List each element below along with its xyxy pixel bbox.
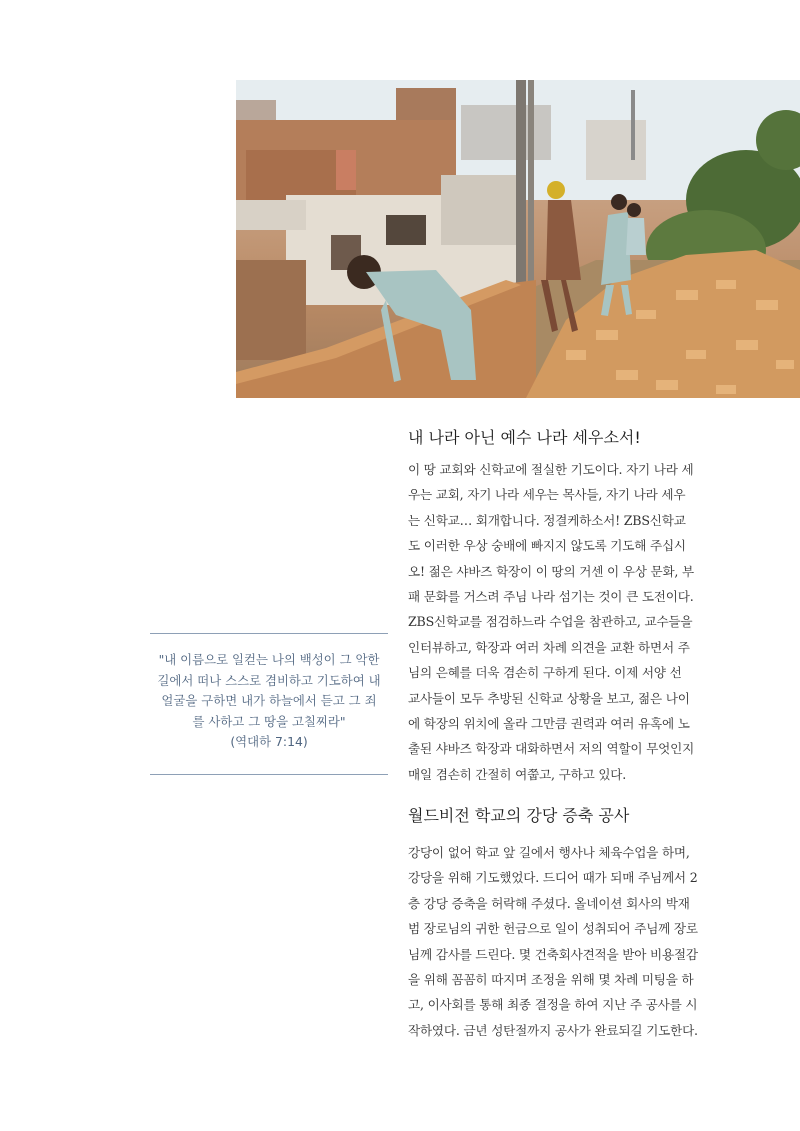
text-line: 매일 겸손히 간절히 여쭙고, 구하고 있다. (408, 766, 627, 782)
text-line: 강당을 위해 기도했었다. 드디어 때가 되매 주님께서 2 (408, 870, 698, 886)
text-line: 범 장로님의 귀한 헌금으로 일이 성취되어 주님께 장로 (408, 921, 698, 937)
section-body-auditorium (408, 840, 740, 1043)
text-line: 강당이 없어 학교 앞 길에서 행사나 체육수업을 하며, (408, 845, 690, 860)
quote-line: "내 이름으로 일컫는 나의 백성이 그 악한 (158, 652, 380, 667)
text-line: 인터뷰하고, 학장과 여러 차례 의견을 교환 하면서 주 (408, 639, 690, 655)
text-line: ZBS신학교를 점검하느라 수업을 참관하고, 교수들을 (408, 614, 693, 630)
text-line: 을 위해 꼼꼼히 따지며 조정을 위해 몇 차례 미팅을 하 (408, 972, 694, 988)
quote-line: 길에서 떠나 스스로 겸비하고 기도하여 내 (157, 672, 381, 688)
scripture-quote (150, 633, 388, 775)
text-line: 고, 이사회를 통해 최종 결정을 하여 지난 주 공사를 시 (408, 997, 698, 1013)
text-line: 도 이러한 우상 숭배에 빠지지 않도록 기도해 주십시 (408, 538, 686, 554)
text-line: 이 땅 교회와 신학교에 절실한 기도이다. 자기 나라 세 (408, 462, 694, 477)
construction-photo (236, 80, 800, 398)
text-line: 우는 교회, 자기 나라 세우는 목사들, 자기 나라 세우 (408, 487, 686, 503)
text-line: 님께 감사를 드린다. 몇 건축회사견적을 받아 비용절감 (408, 946, 698, 962)
text-line: 교사들이 모두 추방된 신학교 상황을 보고, 젊은 나이 (408, 690, 690, 706)
text-line: 출된 샤바즈 학장과 대화하면서 저의 역할이 무엇인지 (408, 741, 695, 757)
section-title-auditorium: 월드비전 학교의 강당 증축 공사 (408, 806, 630, 825)
section-title-prayer: 내 나라 아닌 예수 나라 세우소서! (408, 428, 641, 447)
text-line: 층 강당 증축을 허락해 주셨다. 올네이션 회사의 박재 (408, 895, 690, 911)
quote-citation: (역대하 7:14) (230, 734, 308, 750)
text-line: 패 문화를 거스려 주님 나라 섬기는 것이 큰 도전이다. (408, 589, 694, 605)
quote-line: 를 사하고 그 땅을 고칠찌라" (192, 713, 346, 729)
text-line: 님의 은혜를 더욱 겸손히 구하게 된다. 이제 서양 선 (408, 665, 682, 681)
quote-line: 얼굴을 구하면 내가 하늘에서 듣고 그 죄 (161, 693, 377, 709)
text-line: 작하였다. 금년 성탄절까지 공사가 완료되길 기도한다. (408, 1022, 698, 1038)
section-body-prayer (408, 457, 740, 787)
construction-photo-icon (236, 80, 800, 398)
text-line: 는 신학교… 회개합니다. 정결케하소서! ZBS신학교 (408, 512, 686, 528)
text-line: 오! 젊은 샤바즈 학장이 이 땅의 거센 이 우상 문화, 부 (408, 563, 695, 579)
text-line: 에 학장의 위치에 올라 그만큼 권력과 여러 유혹에 노 (408, 716, 690, 732)
